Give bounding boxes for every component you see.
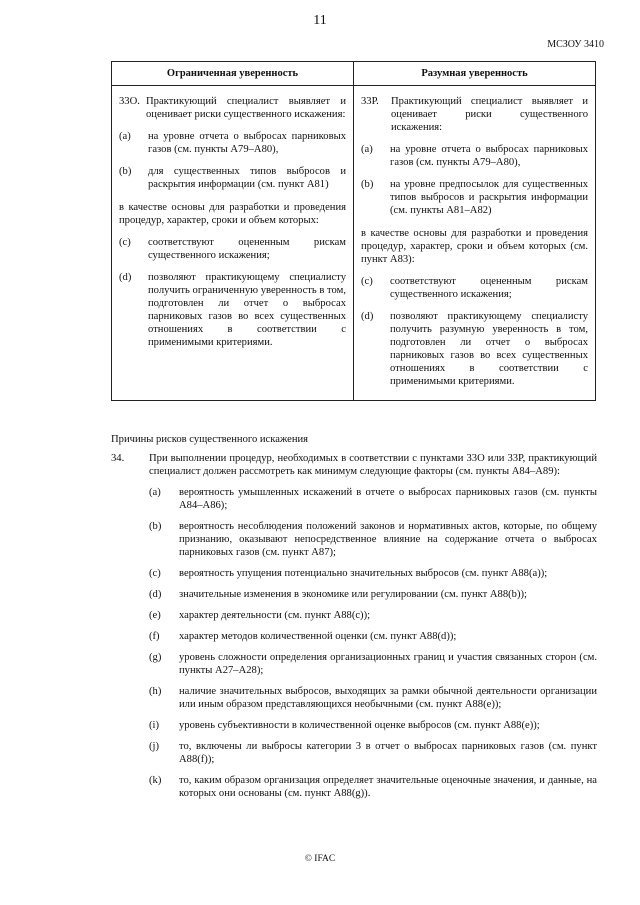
item-text: позволяют практикующему специалисту получить разумную уверенность в том, подготовлен ли отчет о выбросах парниковых газов во всех существенных отношениях в соответствии с применимыми критериями.: [390, 311, 588, 387]
item-text: уровень субъективности в количественной оценке выбросов (см. пункт A88(e));: [179, 720, 540, 731]
item-text: на уровне отчета о выбросах парниковых газов (см. пункты A79–A80),: [390, 144, 588, 168]
item-text: то, включены ли выбросы категории 3 в отчет о выбросах парниковых газов (см. пункт A88(f));: [179, 741, 597, 765]
item-text: характер методов количественной оценки (см. пункт A88(d));: [179, 631, 457, 642]
paragraph-33r: [361, 95, 588, 134]
item-label: (a): [119, 131, 131, 142]
list-item: [149, 685, 597, 711]
item-label: (b): [119, 166, 132, 177]
item-label: (d): [119, 272, 132, 283]
paragraph-text: При выполнении процедур, необходимых в соответствии с пунктами 33О или 33Р, практикующий специалист должен рассмотреть как минимум следующие факторы (см. пункты A84–A89):: [149, 453, 597, 477]
item-label: (c): [119, 237, 131, 248]
item-text: наличие значительных выбросов, выходящих за рамки обычной деятельности организации или иным образом представляющихся необычными (см. пункт A88(e));: [179, 686, 597, 710]
list-item: [361, 310, 588, 388]
item-label: (j): [149, 741, 159, 752]
footer-copyright: © IFAC: [304, 854, 336, 864]
item-label: (b): [149, 521, 162, 532]
paragraph-text: Практикующий специалист выявляет и оценивает риски существенного искажения:: [146, 96, 346, 120]
item-label: (c): [149, 568, 161, 579]
list-item: [361, 275, 588, 301]
paragraph-33o: [119, 95, 346, 121]
item-label: (d): [361, 311, 374, 322]
list-item: [119, 271, 346, 349]
paragraph-number: 34.: [111, 453, 125, 464]
list-item: [149, 630, 597, 643]
paragraph-text: в качестве основы для разработки и проведения процедур, характер, сроки и объем которых (см. пункт A83):: [361, 228, 588, 265]
item-text: позволяют практикующему специалисту получить ограниченную уверенность в том, подготовлен ли отчет о выбросах парниковых газов во всех существенных отношениях в соответствии с применимыми критериями.: [148, 272, 346, 348]
list-item: [149, 609, 597, 622]
paragraph-number: 33Р.: [361, 96, 379, 107]
item-label: (b): [361, 179, 374, 190]
document-code: МСЗОУ 3410: [547, 39, 604, 50]
paragraph-34: [111, 452, 597, 808]
item-label: (a): [361, 144, 373, 155]
item-label: (c): [361, 276, 373, 287]
item-label: (e): [149, 610, 161, 621]
list-item: [119, 236, 346, 262]
item-text: вероятность упущения потенциально значительных выбросов (см. пункт A88(a));: [179, 568, 548, 579]
list-item: [149, 588, 597, 601]
item-text: вероятность несоблюдения положений законов и нормативных актов, которые, по общему признанию, оказывают непосредственное влияние на содержание отчета о выбросах парниковых газов (см. пункт A87);: [179, 521, 597, 558]
list-item: [149, 567, 597, 580]
reasonable-assurance-header: Разумная уверенность: [354, 62, 596, 86]
list-item: [149, 486, 597, 512]
item-text: соответствуют оцененным рискам существенного искажения;: [148, 237, 346, 261]
list-item: [361, 178, 588, 217]
list-item: [149, 651, 597, 677]
section-heading: Причины рисков существенного искажения: [111, 434, 309, 445]
item-text: вероятность умышленных искажений в отчете о выбросах парниковых газов (см. пункты A84–A86);: [179, 487, 597, 511]
reasonable-assurance-cell: [354, 86, 596, 401]
item-text: для существенных типов выбросов и раскрытия информации (см. пункт A81): [148, 166, 346, 190]
list-item: [149, 719, 597, 732]
item-text: то, каким образом организация определяет значительные оценочные значения, и данные, на которых они основаны (см. пункт A88(g)).: [179, 775, 597, 799]
list-item: [361, 143, 588, 169]
list-item: [119, 165, 346, 191]
item-text: характер деятельности (см. пункт A88(c));: [179, 610, 371, 621]
item-text: значительные изменения в экономике или регулировании (см. пункт A88(b));: [179, 589, 527, 600]
factor-list: [149, 486, 597, 800]
list-item: [149, 740, 597, 766]
limited-assurance-header: Ограниченная уверенность: [112, 62, 354, 86]
limited-assurance-cell: [112, 86, 354, 401]
paragraph-text: Практикующий специалист выявляет и оценивает риски существенного искажения:: [391, 96, 588, 133]
item-text: на уровне предпосылок для существенных типов выбросов и раскрытия информации (см. пункты A81–A82): [390, 179, 588, 216]
item-label: (k): [149, 775, 162, 786]
item-text: соответствуют оцененным рискам существенного искажения;: [390, 276, 588, 300]
item-label: (g): [149, 652, 162, 663]
item-text: на уровне отчета о выбросах парниковых газов (см. пункты A79–A80),: [148, 131, 346, 155]
list-item: [149, 520, 597, 559]
item-label: (d): [149, 589, 162, 600]
list-item: [119, 130, 346, 156]
item-label: (i): [149, 720, 159, 731]
paragraph-text: в качестве основы для разработки и проведения процедур, характер, сроки и объем которых:: [119, 202, 346, 226]
item-label: (h): [149, 686, 162, 697]
list-item: [149, 774, 597, 800]
item-label: (a): [149, 487, 161, 498]
page-number: 11: [313, 13, 327, 28]
item-label: (f): [149, 631, 160, 642]
comparison-table: [111, 61, 596, 401]
paragraph-number: 33О.: [119, 96, 140, 107]
item-text: уровень сложности определения организационных границ и участия связанных сторон (см. пункты A27–A28);: [179, 652, 597, 676]
